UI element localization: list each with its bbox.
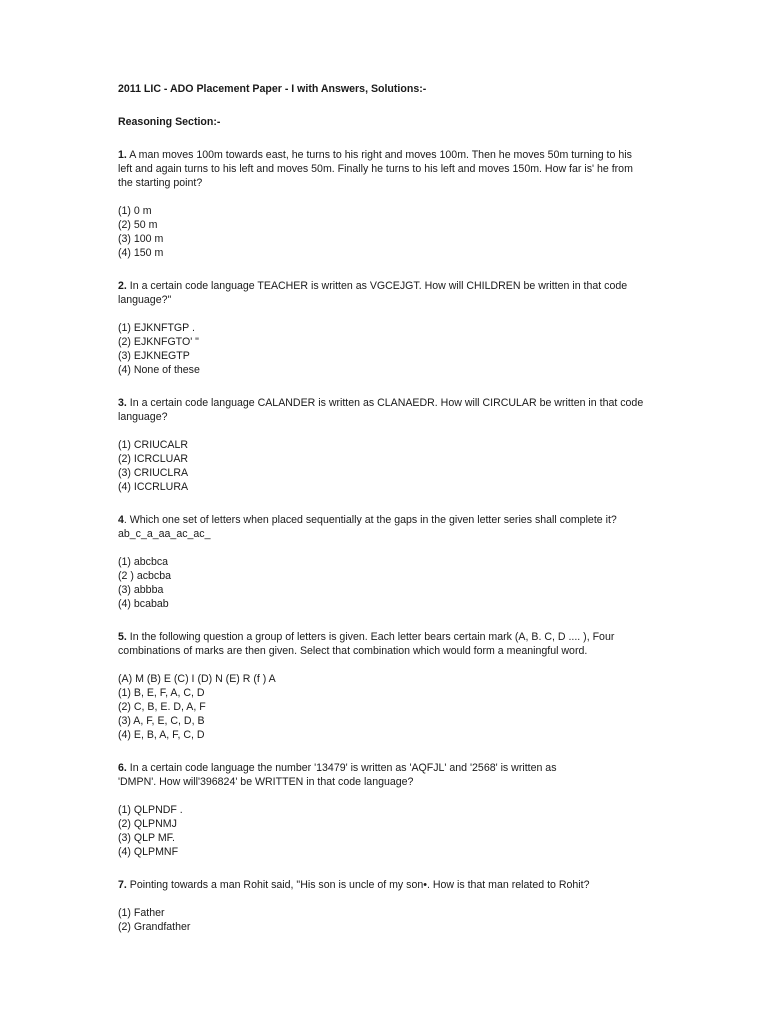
answer-option: (4) E, B, A, F, C, D [118,729,205,741]
question-block [118,279,658,377]
question-stem: . Which one set of letters when placed sequentially at the gaps in the given letter series shall complete it? [123,514,617,526]
question-block [118,630,658,742]
question-block [118,878,658,934]
question-text [118,396,658,424]
answer-option: (2) ICRCLUAR [118,453,189,465]
answer-option: (2 ) acbcba [118,570,171,582]
question-text [118,148,658,190]
question-block [118,761,658,859]
question-number: 4 [118,514,124,526]
letter-series: ab_c_a_aa_ac_ac_ [118,528,211,540]
answer-option: (2) QLPNMJ [118,818,177,830]
answer-option: (4) 150 m [118,247,164,259]
option-list [118,438,658,494]
option-list [118,672,658,742]
question-text [118,279,658,307]
question-text [118,513,658,527]
question-stem: In a certain code language TEACHER is written as VGCEJGT. How will CHILDREN be written in that code language?" [118,280,628,306]
page-title: 2011 LIC - ADO Placement Paper - I with Answers, Solutions:- [118,83,427,95]
option-list [118,204,658,260]
answer-option: (2) 50 m [118,219,158,231]
answer-option: (4) QLPMNF [118,846,179,858]
answer-option: (4) None of these [118,364,200,376]
question-number: 1. [118,149,127,161]
answer-option: (3) abbba [118,584,164,596]
question-number: 2. [118,280,127,292]
question-stem: A man moves 100m towards east, he turns to his right and moves 100m. Then he moves 50m turning to his left and again turns to his left and moves 50m. Finally he turns to his left and moves 150m. How far is' he from the starting point? [118,149,633,189]
question-stem: In a certain code language the number '13479' is written as 'AQFJL' and '2568' is written as 'DMPN'. How will'396824' be WRITTEN in that code language? [118,762,557,788]
question-block [118,148,658,260]
answer-option: (1) EJKNFTGP . [118,322,195,334]
question-stem: In a certain code language CALANDER is written as CLANAEDR. How will CIRCULAR be written in that code language? [118,397,644,423]
option-list [118,803,658,859]
question-text [118,630,658,658]
answer-option: (4) bcabab [118,598,169,610]
question-number: 6. [118,762,127,774]
answer-option: (1) 0 m [118,205,152,217]
section-heading: Reasoning Section:- [118,116,221,128]
question-block [118,396,658,494]
option-list [118,321,658,377]
question-stem: In the following question a group of letters is given. Each letter bears certain mark (A, B. C, D .... ), Four combinations of marks are then given. Select that combination which would form a meaningful word. [118,631,615,657]
answer-option: (3) QLP MF. [118,832,175,844]
answer-option: (1) abcbca [118,556,169,568]
question-number: 5. [118,631,127,643]
answer-option: (2) C, B, E. D, A, F [118,701,206,713]
option-list [118,555,658,611]
question-number: 3. [118,397,127,409]
option-list [118,906,658,934]
answer-option: (3) EJKNEGTP [118,350,190,362]
answer-option: (3) CRIUCLRA [118,467,189,479]
question-list [118,148,658,934]
answer-option: (3) A, F, E, C, D, B [118,715,205,727]
question-text [118,761,658,789]
question-text [118,878,658,892]
answer-option: (1) Father [118,907,165,919]
question-stem: Pointing towards a man Rohit said, "His son is uncle of my son•. How is that man related to Rohit? [126,879,590,891]
answer-option: (1) B, E, F, A, C, D [118,687,205,699]
answer-option: (2) EJKNFGTO' " [118,336,199,348]
answer-option: (3) 100 m [118,233,164,245]
answer-option: (4) ICCRLURA [118,481,189,493]
question-number: 7. [118,879,127,891]
answer-option: (2) Grandfather [118,921,191,933]
question-block [118,513,658,611]
document-body [118,82,658,934]
answer-option: (1) QLPNDF . [118,804,183,816]
answer-option: (1) CRIUCALR [118,439,189,451]
answer-option: (A) M (B) E (C) I (D) N (E) R (f ) A [118,673,276,685]
